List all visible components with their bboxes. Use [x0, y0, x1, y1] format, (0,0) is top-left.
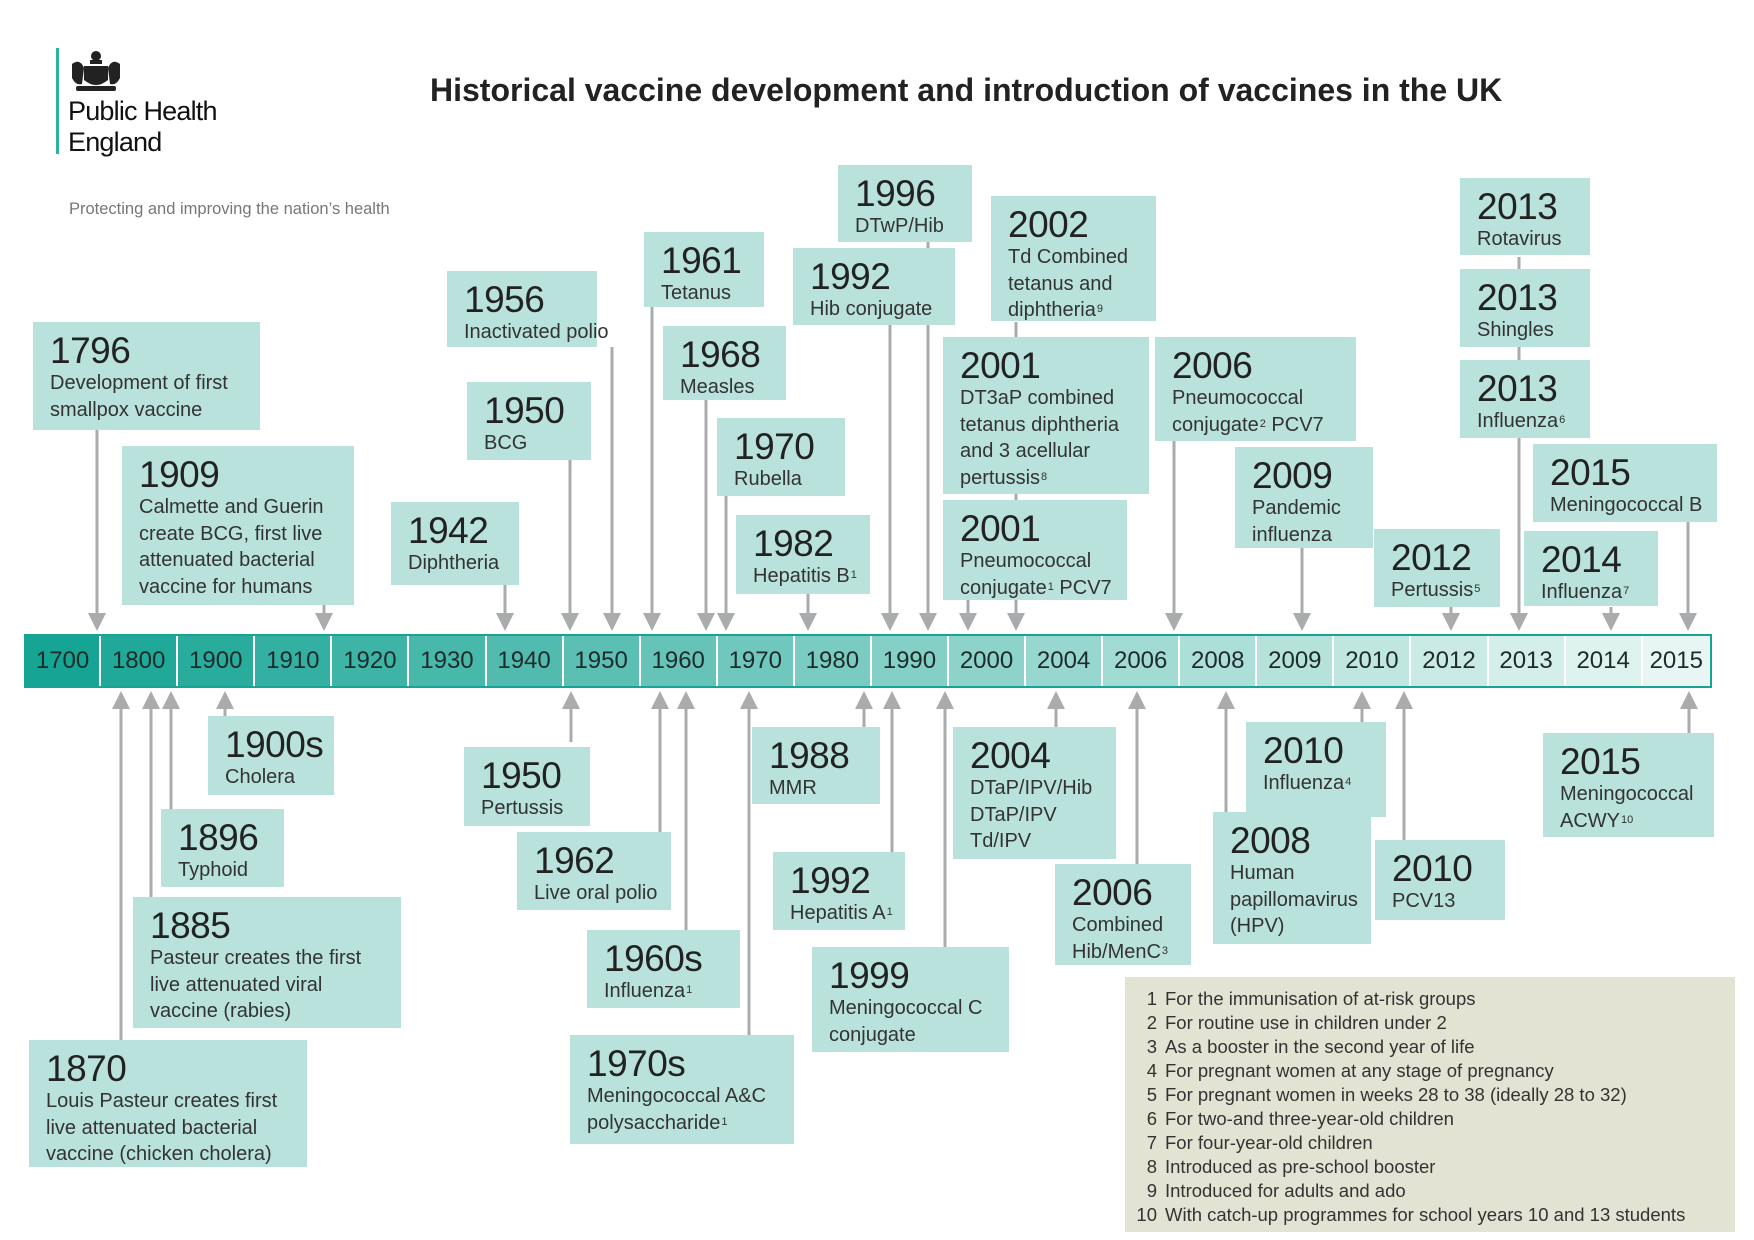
event-description: ACWY$^{10}$: [1560, 809, 1634, 832]
event-year: 1968: [680, 334, 761, 375]
footnote-text: Introduced for adults and ado: [1165, 1180, 1406, 1201]
event-year: 1896: [178, 817, 259, 858]
event-description: Calmette and Guerin: [139, 496, 324, 518]
event-box: [161, 809, 284, 887]
tagline: Protecting and improving the nation’s health: [69, 200, 390, 218]
footnote-number: 4: [1146, 1060, 1157, 1081]
event-description: Hib conjugate: [810, 298, 933, 320]
event-year: 2006: [1072, 872, 1153, 913]
timeline-segment: 2010: [1334, 636, 1411, 686]
timeline-segment: 2009: [1257, 636, 1334, 686]
footnote-ref: 10: [1621, 813, 1634, 826]
event-box: [1213, 812, 1371, 944]
footnote-item: [1133, 1155, 1727, 1179]
event-box: [1155, 337, 1356, 441]
event-box: [122, 446, 354, 605]
footnote-number: 6: [1146, 1108, 1157, 1129]
footnote-ref: 4: [1345, 776, 1352, 788]
footnote-item: [1133, 1131, 1727, 1155]
footnote-number: 8: [1146, 1156, 1157, 1177]
event-year: 1970: [734, 426, 815, 467]
event-year: 2010: [1263, 730, 1344, 771]
event-year: 1982: [753, 523, 834, 564]
event-box: [717, 418, 845, 496]
footnote-ref: 1: [886, 906, 893, 918]
footnote-text: For routine use in children under 2: [1165, 1012, 1447, 1033]
org-name-line1: Public Health: [68, 96, 217, 126]
event-year: 2012: [1391, 537, 1472, 578]
event-description: Hib/MenC$^3$: [1072, 940, 1169, 963]
timeline-segment: 2014: [1566, 636, 1643, 686]
event-year: 1992: [790, 860, 871, 901]
event-year: 2015: [1550, 452, 1631, 493]
page-title: Historical vaccine development and introduction of vaccines in the UK: [430, 72, 1503, 108]
footnote-number: 5: [1146, 1084, 1157, 1105]
event-year: 1909: [139, 454, 220, 495]
footnote-item: [1133, 1083, 1727, 1107]
event-box: [464, 747, 590, 826]
footnote-number: 2: [1146, 1012, 1157, 1033]
footnote-number: 10: [1136, 1204, 1157, 1225]
event-box: [208, 716, 334, 795]
footnote-text: Introduced as pre-school booster: [1165, 1156, 1436, 1177]
footnotes-panel: [1125, 977, 1735, 1232]
event-year: 2015: [1560, 741, 1641, 782]
event-description: Influenza$^6$: [1477, 410, 1566, 432]
footnote-number: 1: [1146, 988, 1157, 1009]
timeline-segment: 2004: [1026, 636, 1103, 686]
timeline-segment: 1920: [332, 636, 409, 686]
org-name-line2: England: [68, 127, 162, 157]
event-description: live attenuated viral: [150, 973, 323, 996]
event-box: [1524, 531, 1658, 606]
footnote-item: [1133, 1011, 1727, 1035]
event-box: [587, 930, 740, 1008]
timeline-segment: 2008: [1180, 636, 1257, 686]
event-year: 2001: [960, 508, 1041, 549]
event-description: papillomavirus: [1230, 888, 1358, 911]
event-description: Human: [1230, 862, 1295, 884]
event-box: [447, 271, 609, 347]
event-year: 2001: [960, 345, 1041, 386]
timeline-segment: 2012: [1411, 636, 1488, 686]
event-box: [812, 947, 1009, 1052]
event-description: tetanus diphtheria: [960, 413, 1120, 436]
timeline-bar: [24, 634, 1712, 688]
footnote-text: For four-year-old children: [1165, 1132, 1373, 1153]
event-year: 2010: [1392, 848, 1473, 889]
event-year: 2008: [1230, 820, 1311, 861]
footnote-text: For the immunisation of at-risk groups: [1165, 988, 1476, 1009]
event-box: [1246, 722, 1386, 817]
event-description: Measles: [680, 376, 755, 398]
event-description: live attenuated bacterial: [46, 1116, 258, 1139]
event-year: 2009: [1252, 455, 1333, 496]
event-description: conjugate$^1$ PCV7: [960, 576, 1112, 599]
footnote-ref: 8: [1041, 470, 1048, 483]
timeline-segment: 1970: [718, 636, 795, 686]
event-description: Pasteur creates the first: [150, 947, 362, 969]
event-description: Influenza$^7$: [1541, 581, 1630, 603]
event-box: [773, 852, 905, 930]
timeline-segment: 1910: [255, 636, 332, 686]
event-description: Inactivated polio: [464, 321, 609, 343]
footnote-item: [1133, 987, 1727, 1011]
footnote-text: For pregnant women at any stage of pregnancy: [1165, 1060, 1554, 1081]
footnote-ref: 2: [1259, 417, 1266, 430]
footnote-ref: 1: [686, 984, 693, 996]
event-box: [663, 326, 786, 400]
event-box: [1533, 444, 1717, 522]
event-description: Rotavirus: [1477, 228, 1562, 250]
timeline-segment: 1700: [26, 636, 101, 686]
event-box: [953, 727, 1116, 859]
timeline-segment: 1980: [795, 636, 872, 686]
event-year: 1962: [534, 840, 615, 881]
footnote-text: For pregnant women in weeks 28 to 38 (ideally 28 to 32): [1165, 1084, 1627, 1105]
event-description: vaccine for humans: [139, 575, 313, 598]
event-year: 2002: [1008, 204, 1089, 245]
event-description: create BCG, first live: [139, 522, 323, 545]
event-box: [1375, 840, 1505, 920]
footnote-text: As a booster in the second year of life: [1165, 1036, 1475, 1057]
timeline-segment: 2013: [1489, 636, 1566, 686]
event-description: Pneumococcal: [960, 550, 1092, 572]
event-description: Influenza$^4$: [1263, 772, 1352, 794]
event-description: conjugate$^2$ PCV7: [1172, 413, 1324, 436]
event-description: Live oral polio: [534, 882, 658, 904]
event-box: [736, 515, 870, 594]
footnote-ref: 5: [1474, 583, 1481, 595]
event-description: Pertussis: [481, 797, 564, 819]
event-box: [29, 1040, 307, 1167]
event-description: Combined: [1072, 914, 1164, 936]
event-box: [1460, 178, 1590, 255]
timeline-segment: 1960: [641, 636, 718, 686]
event-box: [1460, 269, 1590, 347]
event-year: 2013: [1477, 186, 1558, 227]
timeline-segment: 1950: [564, 636, 641, 686]
event-box: [33, 322, 260, 430]
event-description: Pandemic: [1252, 497, 1341, 519]
footnote-ref: 7: [1623, 585, 1630, 597]
timeline-segment: 2006: [1103, 636, 1180, 686]
event-description: Pneumococcal: [1172, 387, 1304, 409]
event-description: Hepatitis $B^1$: [753, 565, 857, 587]
event-year: 1960s: [604, 938, 703, 979]
event-box: [991, 196, 1156, 321]
event-description: polysaccharide$^1$: [587, 1111, 728, 1134]
event-description: Meningococcal A&C: [587, 1085, 766, 1107]
footnote-text: With catch-up programmes for school years 10 and 13 students: [1165, 1204, 1686, 1225]
timeline-segment: 1930: [409, 636, 486, 686]
timeline-segment: 1800: [101, 636, 178, 686]
event-box: [1055, 864, 1191, 965]
timeline-segment: 1990: [872, 636, 949, 686]
event-box: [1235, 447, 1373, 548]
event-year: 1950: [484, 390, 565, 431]
event-year: 1996: [855, 173, 936, 214]
footnote-ref: 3: [1161, 944, 1169, 957]
event-box: [133, 897, 401, 1028]
event-box: [1543, 733, 1714, 837]
footnote-ref: 1: [721, 1115, 728, 1128]
event-description: diphtheria$^9$: [1008, 299, 1103, 321]
footnote-item: [1133, 1059, 1727, 1083]
event-box: [391, 502, 519, 585]
footnote-ref: 6: [1559, 414, 1566, 426]
event-year: 2013: [1477, 368, 1558, 409]
event-year: 2013: [1477, 277, 1558, 318]
timeline-segment: 2000: [949, 636, 1026, 686]
event-description: Meningococcal B: [1550, 494, 1703, 516]
footnote-number: 9: [1146, 1180, 1157, 1201]
event-description: Louis Pasteur creates first: [46, 1090, 278, 1112]
event-description: MMR: [769, 777, 817, 799]
event-year: 1796: [50, 330, 131, 371]
event-box: [943, 337, 1149, 494]
event-year: 2014: [1541, 539, 1622, 580]
event-box: [1374, 529, 1500, 607]
event-description: DT3aP combined: [960, 387, 1115, 409]
event-description: BCG: [484, 432, 528, 454]
event-description: tetanus and: [1008, 272, 1113, 295]
event-year: 1988: [769, 735, 850, 776]
event-box: [467, 382, 591, 460]
event-year: 1961: [661, 240, 742, 281]
footnote-ref: 1: [1047, 580, 1054, 593]
event-year: 1956: [464, 279, 545, 320]
event-description: Hepatitis $A^1$: [790, 902, 893, 924]
event-description: Rubella: [734, 468, 802, 490]
event-description: Td/IPV: [970, 830, 1032, 852]
footnote-item: [1133, 1035, 1727, 1059]
event-description: PCV13: [1392, 890, 1456, 912]
event-box: [943, 500, 1127, 600]
event-box: [838, 165, 972, 242]
event-description: influenza: [1252, 523, 1333, 546]
event-description: conjugate: [829, 1023, 916, 1046]
event-description: pertussis$^8$: [960, 466, 1048, 489]
timeline-segment: 1940: [487, 636, 564, 686]
event-year: 1950: [481, 755, 562, 796]
event-description: smallpox vaccine: [50, 398, 203, 421]
timeline-segment: 2015: [1643, 636, 1710, 686]
event-description: DTaP/IPV: [970, 803, 1057, 826]
event-description: Meningococcal C: [829, 997, 983, 1019]
event-year: 1870: [46, 1048, 127, 1089]
event-description: Td Combined: [1008, 246, 1129, 268]
event-description: DTwP/Hib: [855, 215, 944, 237]
event-description: Typhoid: [178, 859, 249, 881]
footnote-item: [1133, 1107, 1727, 1131]
event-description: Tetanus: [661, 282, 732, 304]
event-year: 1885: [150, 905, 231, 946]
footnote-number: 7: [1146, 1132, 1157, 1153]
event-year: 1999: [829, 955, 910, 996]
event-year: 1900s: [225, 724, 324, 765]
event-box: [1460, 360, 1590, 438]
event-year: 1992: [810, 256, 891, 297]
event-box: [644, 232, 764, 307]
event-description: vaccine (chicken cholera): [46, 1143, 272, 1165]
footnote-number: 3: [1146, 1036, 1157, 1057]
event-year: 1970s: [587, 1043, 686, 1084]
event-description: vaccine (rabies): [150, 1000, 292, 1022]
event-description: Influenza$^1$: [604, 980, 693, 1002]
event-description: and 3 acellular: [960, 440, 1091, 462]
event-year: 2006: [1172, 345, 1253, 386]
event-description: (HPV): [1230, 915, 1285, 937]
footnote-item: [1133, 1179, 1727, 1203]
footnote-ref: 9: [1096, 303, 1103, 315]
event-description: DTaP/IPV/Hib: [970, 777, 1093, 799]
event-description: Shingles: [1477, 319, 1554, 341]
event-description: Meningococcal: [1560, 783, 1694, 805]
event-box: [752, 727, 880, 804]
event-box: [517, 832, 671, 910]
footnote-text: For two-and three-year-old children: [1165, 1108, 1454, 1129]
event-year: 2004: [970, 735, 1051, 776]
event-description: attenuated bacterial: [139, 549, 315, 571]
event-description: Diphtheria: [408, 552, 500, 574]
event-description: Cholera: [225, 766, 296, 788]
footnote-ref: 1: [850, 569, 857, 581]
timeline-segment: 1900: [178, 636, 255, 686]
event-year: 1942: [408, 510, 489, 551]
event-box: [570, 1035, 794, 1144]
event-box: [793, 248, 955, 325]
event-description: Development of first: [50, 372, 228, 394]
footnote-item: [1133, 1203, 1727, 1227]
event-description: Pertussis$^5$: [1391, 579, 1481, 601]
